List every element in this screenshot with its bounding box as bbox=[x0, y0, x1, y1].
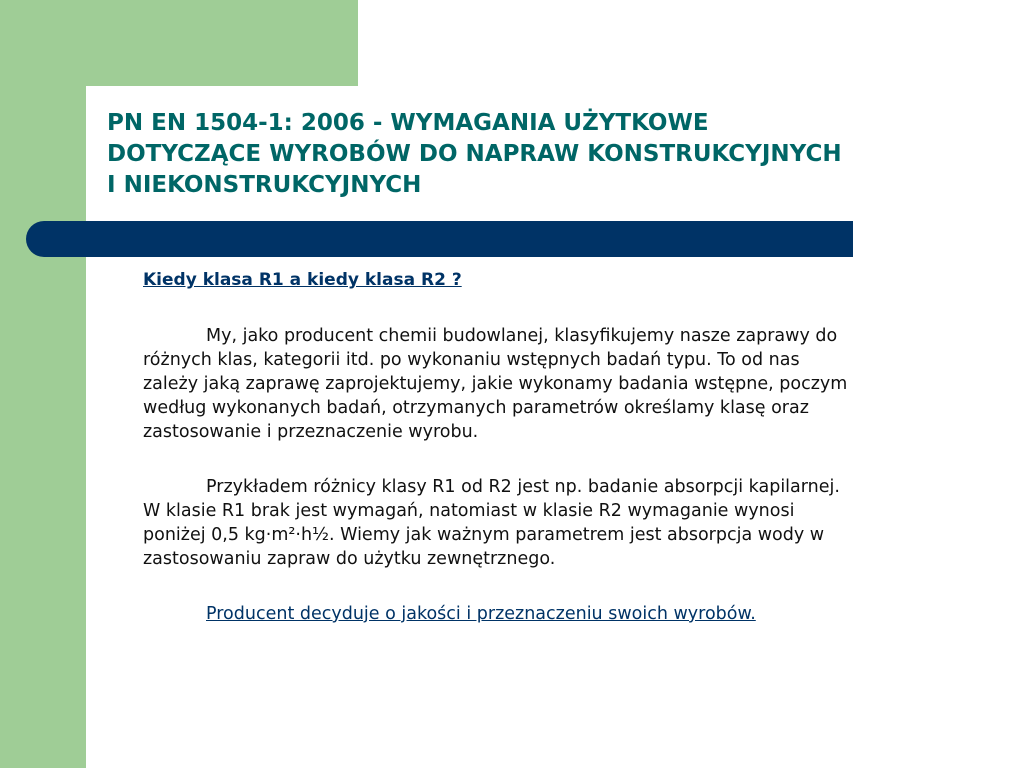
title-line: DOTYCZĄCE WYROBÓW DO NAPRAW KONSTRUKCYJNYCH bbox=[107, 141, 842, 167]
question-heading: Kiedy klasa R1 a kiedy klasa R2 ? bbox=[143, 270, 462, 290]
conclusion-link[interactable]: Producent decyduje o jakości i przeznaczeniu swoich wyrobów. bbox=[206, 604, 756, 624]
slide-title bbox=[107, 108, 987, 201]
paragraph-line: zależy jaką zaprawę zaprojektujemy, jakie wykonamy badania wstępne, poczym bbox=[143, 374, 848, 394]
paragraph-example bbox=[143, 475, 963, 571]
paragraph-line: zastosowanie i przeznaczenie wyrobu. bbox=[143, 422, 479, 442]
paragraph-line: poniżej 0,5 kg·m²·h½. Wiemy jak ważnym parametrem jest absorpcja wody w bbox=[143, 525, 825, 545]
paragraph-line: Przykładem różnicy klasy R1 od R2 jest np. badanie absorpcji kapilarnej. bbox=[206, 477, 840, 497]
green-top-decoration bbox=[0, 0, 358, 86]
paragraph-line: według wykonanych badań, otrzymanych parametrów określamy klasę oraz bbox=[143, 398, 809, 418]
green-sidebar-decoration bbox=[0, 0, 86, 768]
title-underline-bar bbox=[26, 221, 853, 257]
slide-body bbox=[143, 268, 963, 626]
paragraph-line: My, jako producent chemii budowlanej, klasyfikujemy nasze zaprawy do bbox=[206, 326, 838, 346]
paragraph-classification bbox=[143, 324, 963, 444]
paragraph-line: zastosowaniu zapraw do użytku zewnętrznego. bbox=[143, 549, 556, 569]
title-line: PN EN 1504-1: 2006 - WYMAGANIA UŻYTKOWE bbox=[107, 110, 709, 136]
title-line: I NIEKONSTRUKCYJNYCH bbox=[107, 172, 422, 198]
paragraph-line: różnych klas, kategorii itd. po wykonaniu wstępnych badań typu. To od nas bbox=[143, 350, 800, 370]
paragraph-line: W klasie R1 brak jest wymagań, natomiast w klasie R2 wymaganie wynosi bbox=[143, 501, 795, 521]
